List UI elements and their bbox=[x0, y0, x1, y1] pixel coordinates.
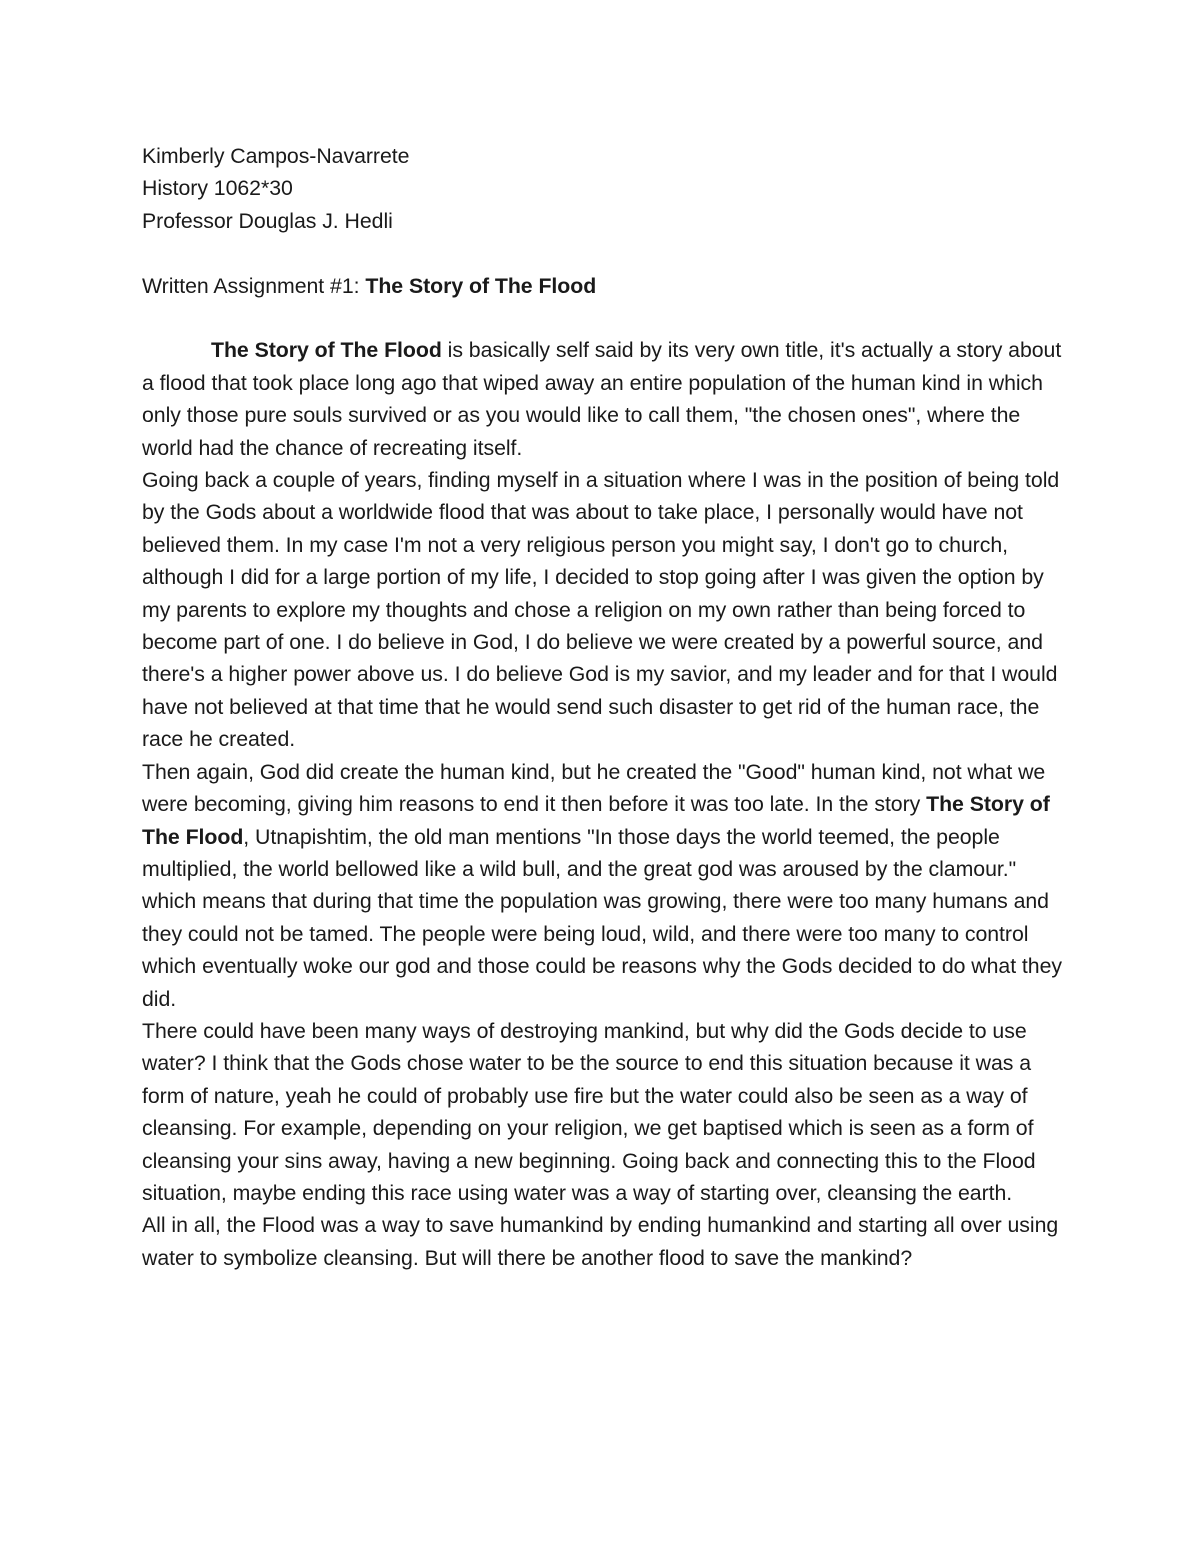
paragraph-3-before: Then again, God did create the human kind, but he created the "Good" human kind, not what we were becoming, giving him reasons to end it then before it was too late. In the story bbox=[142, 759, 1046, 817]
paragraph-5: All in all, the Flood was a way to save humankind by ending humankind and starting all over using water to symbolize cleansing. But will there be another flood to save the mankind? bbox=[142, 1213, 1059, 1270]
header-spacer bbox=[142, 237, 1072, 269]
assignment-heading bbox=[142, 270, 1072, 302]
paragraph-4: There could have been many ways of destroying mankind, but why did the Gods decide to use water? I think that the Gods chose water to be the source to end this situation because it was a form of nature, yeah he could of probably use fire but the water could also be seen as a way of cleansing. For example, depending on your religion, we get baptised which is seen as a form of cleansing your sins away, having a new beginning. Going back and connecting this to the Flood situation, maybe ending this race using water was a way of starting over, cleansing the earth. bbox=[142, 1018, 1036, 1205]
professor-name: Professor Douglas J. Hedli bbox=[142, 208, 393, 233]
assignment-title: The Story of The Flood bbox=[365, 273, 597, 298]
paragraph-3 bbox=[142, 756, 1072, 1015]
document-body bbox=[142, 140, 1072, 1274]
title-spacer bbox=[142, 302, 1072, 334]
author-name: Kimberly Campos-Navarrete bbox=[142, 144, 410, 168]
paragraph-2: Going back a couple of years, finding myself in a situation where I was in the position of being told by the Gods about a worldwide flood that was about to take place, I personally would have not believed them. In my case I'm not a very religious person you might say, I don't go to church, although I did for a large portion of my life, I decided to stop going after I was given the option by my parents to explore my thoughts and chose a religion on my own rather than being forced to become part of one. I do believe in God, I do believe we were created by a powerful source, and there's a higher power above us. I do believe God is my savior, and my leader and for that I would have not believed at that time that he would send such disaster to get rid of the human race, the race he created. bbox=[142, 468, 1060, 752]
paragraph-1 bbox=[142, 334, 1072, 464]
paragraph-3-title: The Story of The Flood bbox=[142, 792, 1050, 849]
paragraph-1-text: is basically self said by its very own title, it's actually a story about a flood that took place long ago that wiped away an entire population of the human kind in which only those pure souls survived or as you would like to call them, "the chosen ones", where the world had the chance of recreating itself. bbox=[142, 338, 1062, 460]
paragraph-1-title: The Story of The Flood bbox=[211, 338, 442, 363]
course-name: History 1062*30 bbox=[142, 176, 293, 201]
assignment-label: Written Assignment #1: bbox=[142, 273, 366, 298]
paragraph-3-after: , Utnapishtim, the old man mentions "In those days the world teemed, the people multiplied, the world bellowed like a wild bull, and the great god was aroused by the clamour." which means that during that time the population was growing, there were too many humans and they could not be tamed. The people were being loud, wild, and there were too many to control which eventually woke our god and those could be reasons why the Gods decided to do what they did. bbox=[142, 824, 1062, 1011]
